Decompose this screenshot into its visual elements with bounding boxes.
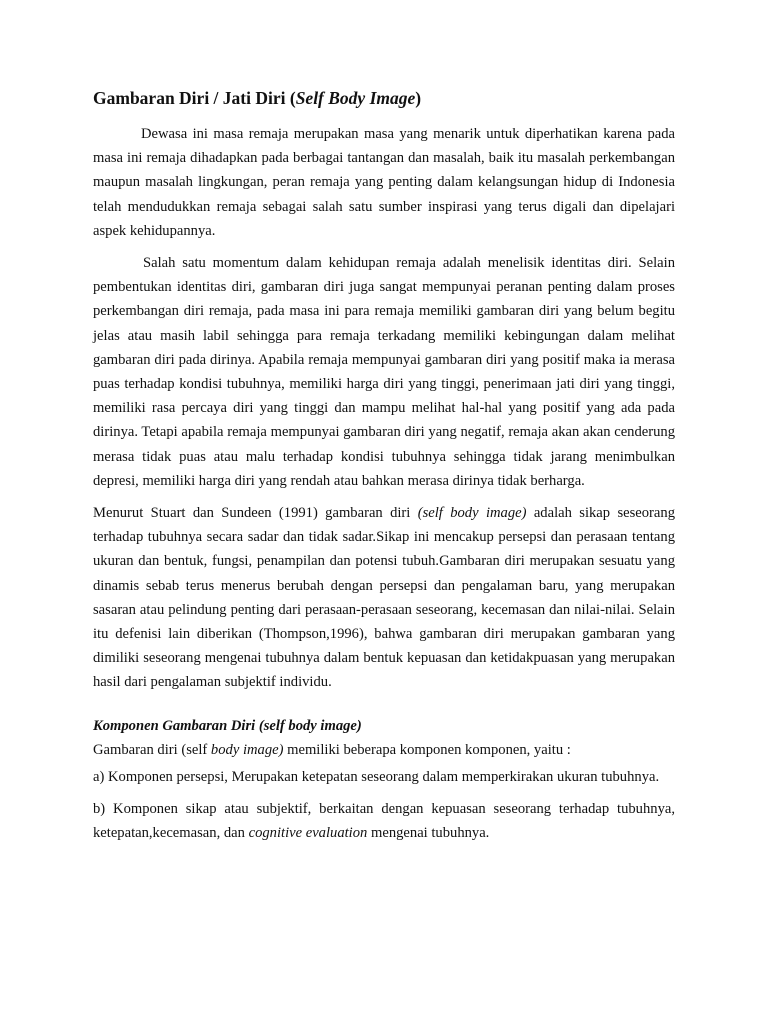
paragraph-3-term: (self body image) xyxy=(417,505,527,522)
paragraph-2: Salah satu momentum dalam kehidupan remaja adalah menelisik identitas diri. Selain pembentukan identitas diri, gambaran diri juga sangat mempunyai peranan penting dalam proses perkembangan diri remaja, pada masa ini para remaja memiliki gambaran diri yang belum begitu jelas atau masih labil sehingga para remaja terkadang memiliki kebingungan dalam melihat gambaran diri pada dirinya. Apabila remaja mempunyai gambaran diri yang positif maka ia merasa puas terhadap kondisi tubuhnya, memiliki harga diri yang tinggi, penerimaan jati diri yang tinggi, memiliki rasa percaya diri yang tinggi dan mampu melihat hal-hal yang positif yang ada pada dirinya. Tetapi apabila remaja mempunyai gambaran diri yang negatif, remaja akan akan cenderung merasa tidak puas atau malu terhadap kondisi tubuhnya sehingga tidak jarang menimbulkan depresi, memiliki harga diri yang rendah atau bahkan merasa dirinya tidak berharga. xyxy=(93,255,675,489)
heading-text: Gambaran Diri / Jati Diri ( xyxy=(93,88,296,108)
list-item-b-term: cognitive evaluation xyxy=(248,825,368,842)
document-body xyxy=(93,86,675,853)
list-item-a: a) Komponen persepsi, Merupakan ketepatan seseorang dalam memperkirakan ukuran tubuhnya. xyxy=(93,768,660,785)
paragraph-3-rest: adalah sikap seseorang terhadap tubuhnya secara sadar dan tidak sadar.Sikap ini mencakup persepsi dan perasaan tentang ukuran dan bentuk, fungsi, penampilan dan potensi tubuh.Gambaran diri merupakan sesuatu yang dinamis sebab terus menerus berubah dengan persepsi dan pengalaman baru, yang merupakan sasaran atau pelindung penting dari perasaan-perasaan seseorang, kecemasan dan nilai-nilai. Selain itu defenisi lain diberikan (Thompson,1996), bahwa gambaran diri merupakan gambaran yang dimiliki seseorang mengenai tubuhnya dalam bentuk kepuasan dan ketidakpuasan yang merupakan hasil dari pengalaman subjektif individu. xyxy=(93,505,675,691)
components-intro-term: body image) xyxy=(210,741,284,758)
paragraph-1: Dewasa ini masa remaja merupakan masa yang menarik untuk diperhatikan karena pada masa ini remaja dihadapkan pada berbagai tantangan dan masalah, baik itu masalah perkembangan maupun masalah lingkungan, peran remaja yang penting dalam kelangsungan hidup di Indonesia telah mendudukkan remaja sebagai salah satu sumber inspirasi yang terus digali dan dipelajari aspek kehidupannya. xyxy=(93,126,675,239)
list-item-b-start: b) Komponen sikap atau subjektif, berkaitan dengan kepuasan seseorang terhadap tubuhnya, ketepatan,kecemasan, dan xyxy=(93,801,675,842)
paragraph-3-start: Menurut Stuart dan Sundeen (1991) gambaran diri xyxy=(93,505,418,522)
components-intro-start: Gambaran diri (self xyxy=(93,741,211,758)
section-subheading: Komponen Gambaran Diri (self body image) xyxy=(93,717,362,734)
heading-italic: Self Body Image xyxy=(295,88,416,108)
paragraph-3 xyxy=(93,501,675,695)
components-intro-rest: memiliki beberapa komponen komponen, yaitu : xyxy=(283,741,571,758)
list-item-b xyxy=(93,797,675,845)
list-item-b-rest: mengenai tubuhnya. xyxy=(367,825,490,842)
document-heading xyxy=(93,86,675,110)
heading-suffix: ) xyxy=(415,88,422,108)
components-intro xyxy=(93,738,675,762)
